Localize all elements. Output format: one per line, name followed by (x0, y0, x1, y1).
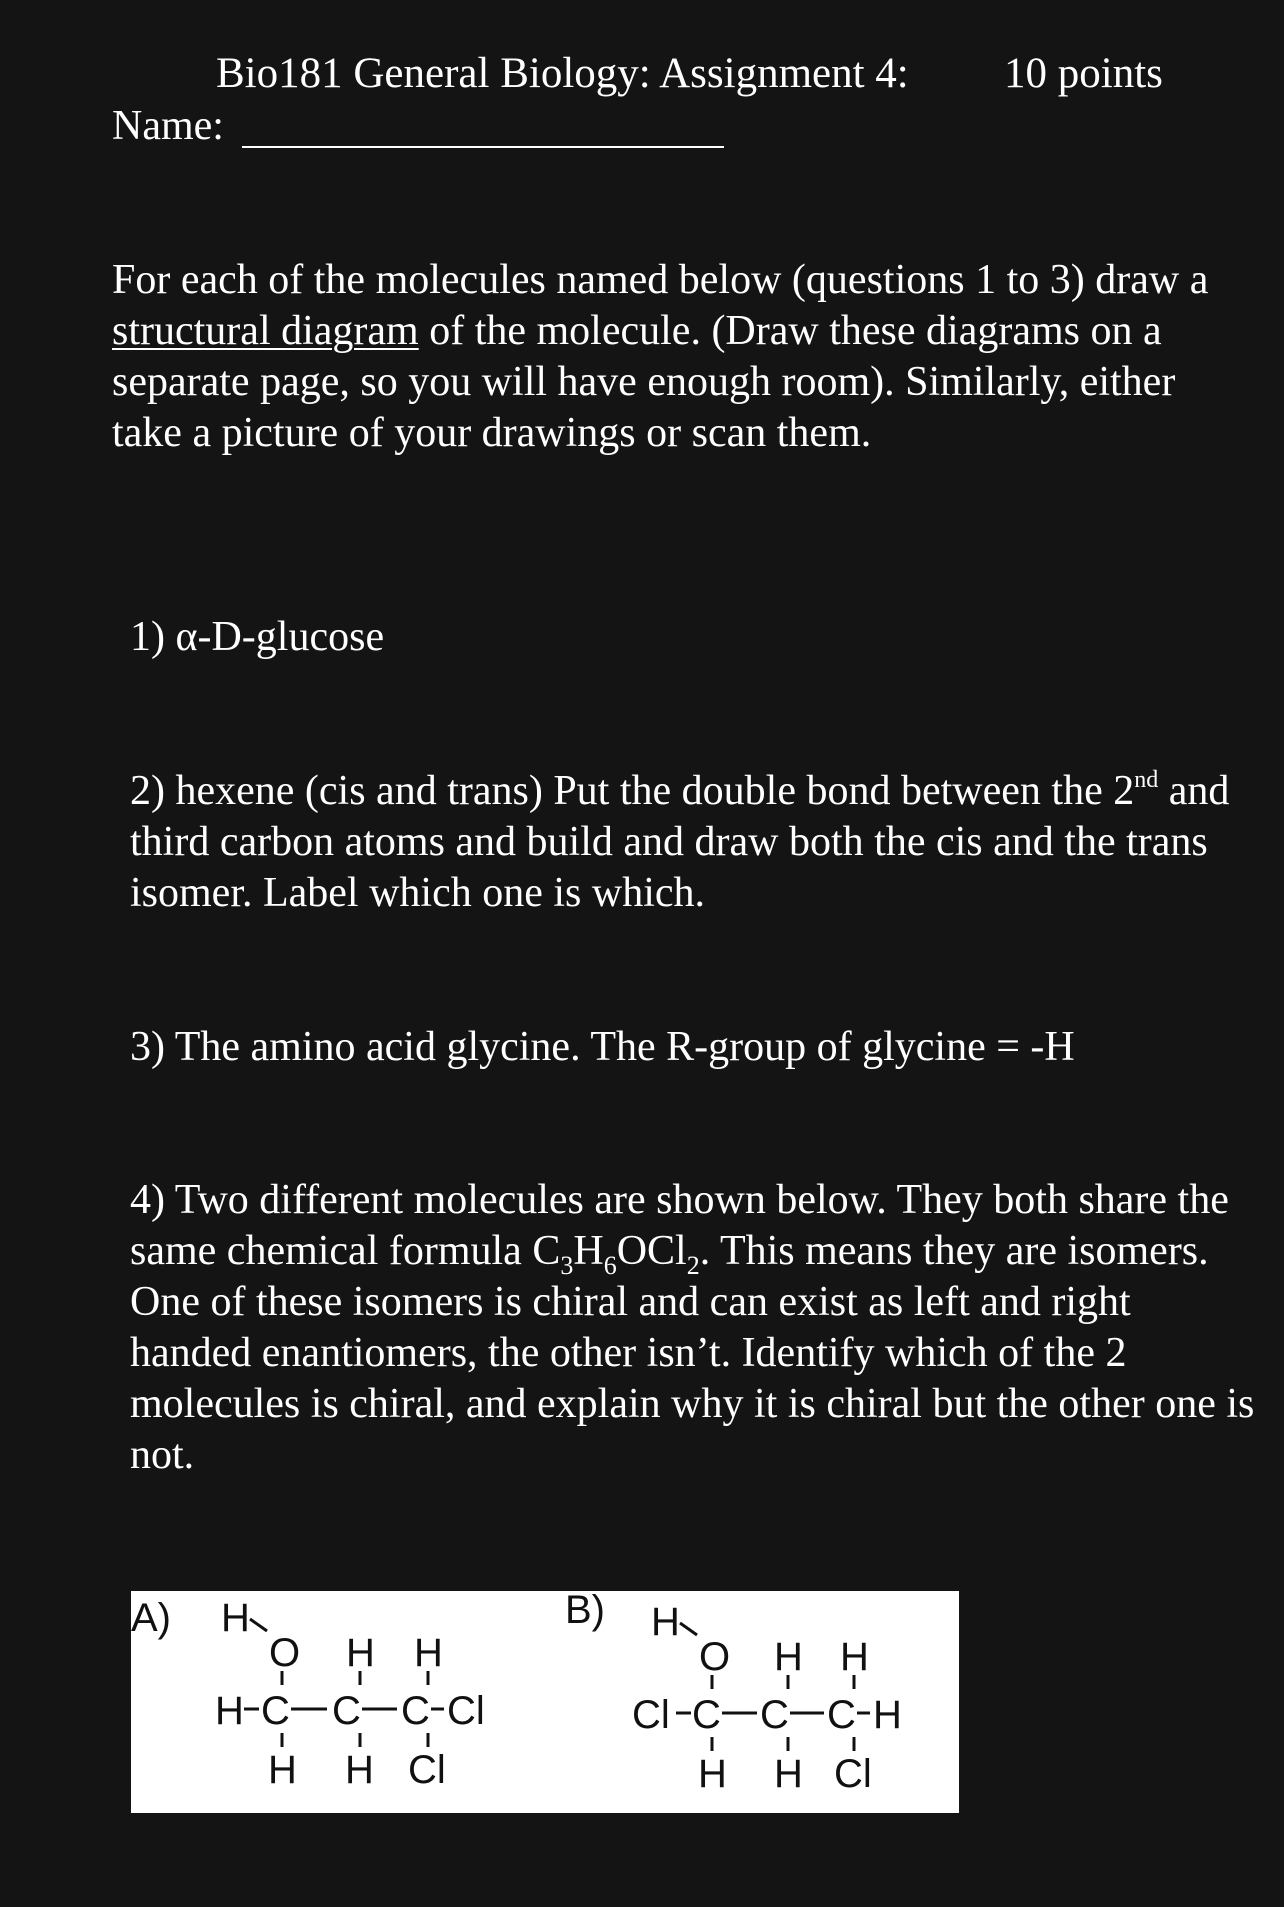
isomer-structures-svg (131, 1591, 959, 1813)
molecule-a-b1: H (268, 1748, 297, 1792)
molecule-b-c3: C (827, 1693, 856, 1737)
formula-subscript-3: 3 (560, 1251, 574, 1280)
structural-diagram-underlined: structural diagram (112, 308, 419, 354)
molecule-b-b2: H (774, 1752, 803, 1796)
question-2 (130, 766, 1260, 919)
molecule-a-label: A) (131, 1596, 171, 1640)
molecule-b-h2: H (840, 1635, 869, 1679)
molecule-a-c3: C (401, 1689, 430, 1733)
question-4-text-2: . This means they are isomers. One of these isomers is chiral and can exist as left and right handed enantiomers, the other isn’t. Identify which of the 2 molecules is chiral, and explain why it is chiral but the other one is not. (130, 1228, 1255, 1478)
question-4 (130, 1175, 1260, 1481)
formula-subscript-6: 6 (603, 1251, 617, 1280)
assignment-title: Bio181 General Biology: Assignment 4: (216, 50, 909, 97)
name-blank-line (242, 146, 724, 148)
molecule-a-o: O (269, 1631, 301, 1675)
molecule-b-h1: H (774, 1635, 803, 1679)
question-2-text-2: and third carbon atoms and build and draw both the cis and the trans isomer. Label which one is which. (130, 768, 1230, 916)
question-4-text-1: 4) Two different molecules are shown below. They both share the same chemical formula C (130, 1177, 1229, 1274)
molecule-b-top-h: H (651, 1600, 680, 1644)
name-label: Name: (112, 103, 224, 149)
molecule-a-right: Cl (447, 1689, 485, 1733)
molecule-b-b1: H (698, 1752, 727, 1796)
instructions-paragraph (112, 255, 1232, 459)
molecule-b-c1: C (692, 1693, 721, 1737)
molecule-b-left: Cl (632, 1693, 670, 1737)
molecule-b-o: O (699, 1635, 731, 1679)
molecule-a-c1: C (261, 1689, 290, 1733)
question-2-text-1: 2) hexene (cis and trans) Put the double bond between the 2 (130, 768, 1135, 814)
molecule-a (131, 1596, 485, 1792)
molecule-b-b3: Cl (834, 1752, 872, 1796)
molecule-a-h2: H (414, 1631, 443, 1675)
instructions-text-1: For each of the molecules named below (questions 1 to 3) draw a (112, 257, 1209, 303)
molecule-a-c2: C (332, 1689, 361, 1733)
instructions-text-2: of the molecule. (Draw these diagrams on a separate page, so you will have enough room). Similarly, either take a picture of your drawings or scan them. (112, 308, 1176, 456)
question-2-ordinal-suffix: nd (1134, 767, 1159, 793)
molecule-a-top-h: H (221, 1596, 250, 1640)
molecule-a-b2: H (345, 1748, 374, 1792)
isomer-figure (131, 1591, 959, 1813)
molecule-b-c2: C (760, 1693, 789, 1737)
formula-h: H (573, 1228, 604, 1274)
molecule-a-h1: H (346, 1631, 375, 1675)
molecule-a-left: H (215, 1689, 244, 1733)
molecule-b-right: H (873, 1693, 902, 1737)
molecule-a-b3: Cl (408, 1748, 446, 1792)
molecule-b-label: B) (565, 1591, 605, 1632)
formula-ocl: OCl (616, 1228, 687, 1274)
formula-subscript-2: 2 (686, 1251, 700, 1280)
question-3: 3) The amino acid glycine. The R-group of glycine = -H (130, 1024, 1075, 1070)
molecule-b (565, 1591, 902, 1796)
question-1: 1) α-D-glucose (130, 614, 385, 660)
molecule-a-oh-bond (250, 1619, 267, 1631)
molecule-b-oh-bond (680, 1623, 697, 1635)
points-label: 10 points (1004, 50, 1163, 97)
